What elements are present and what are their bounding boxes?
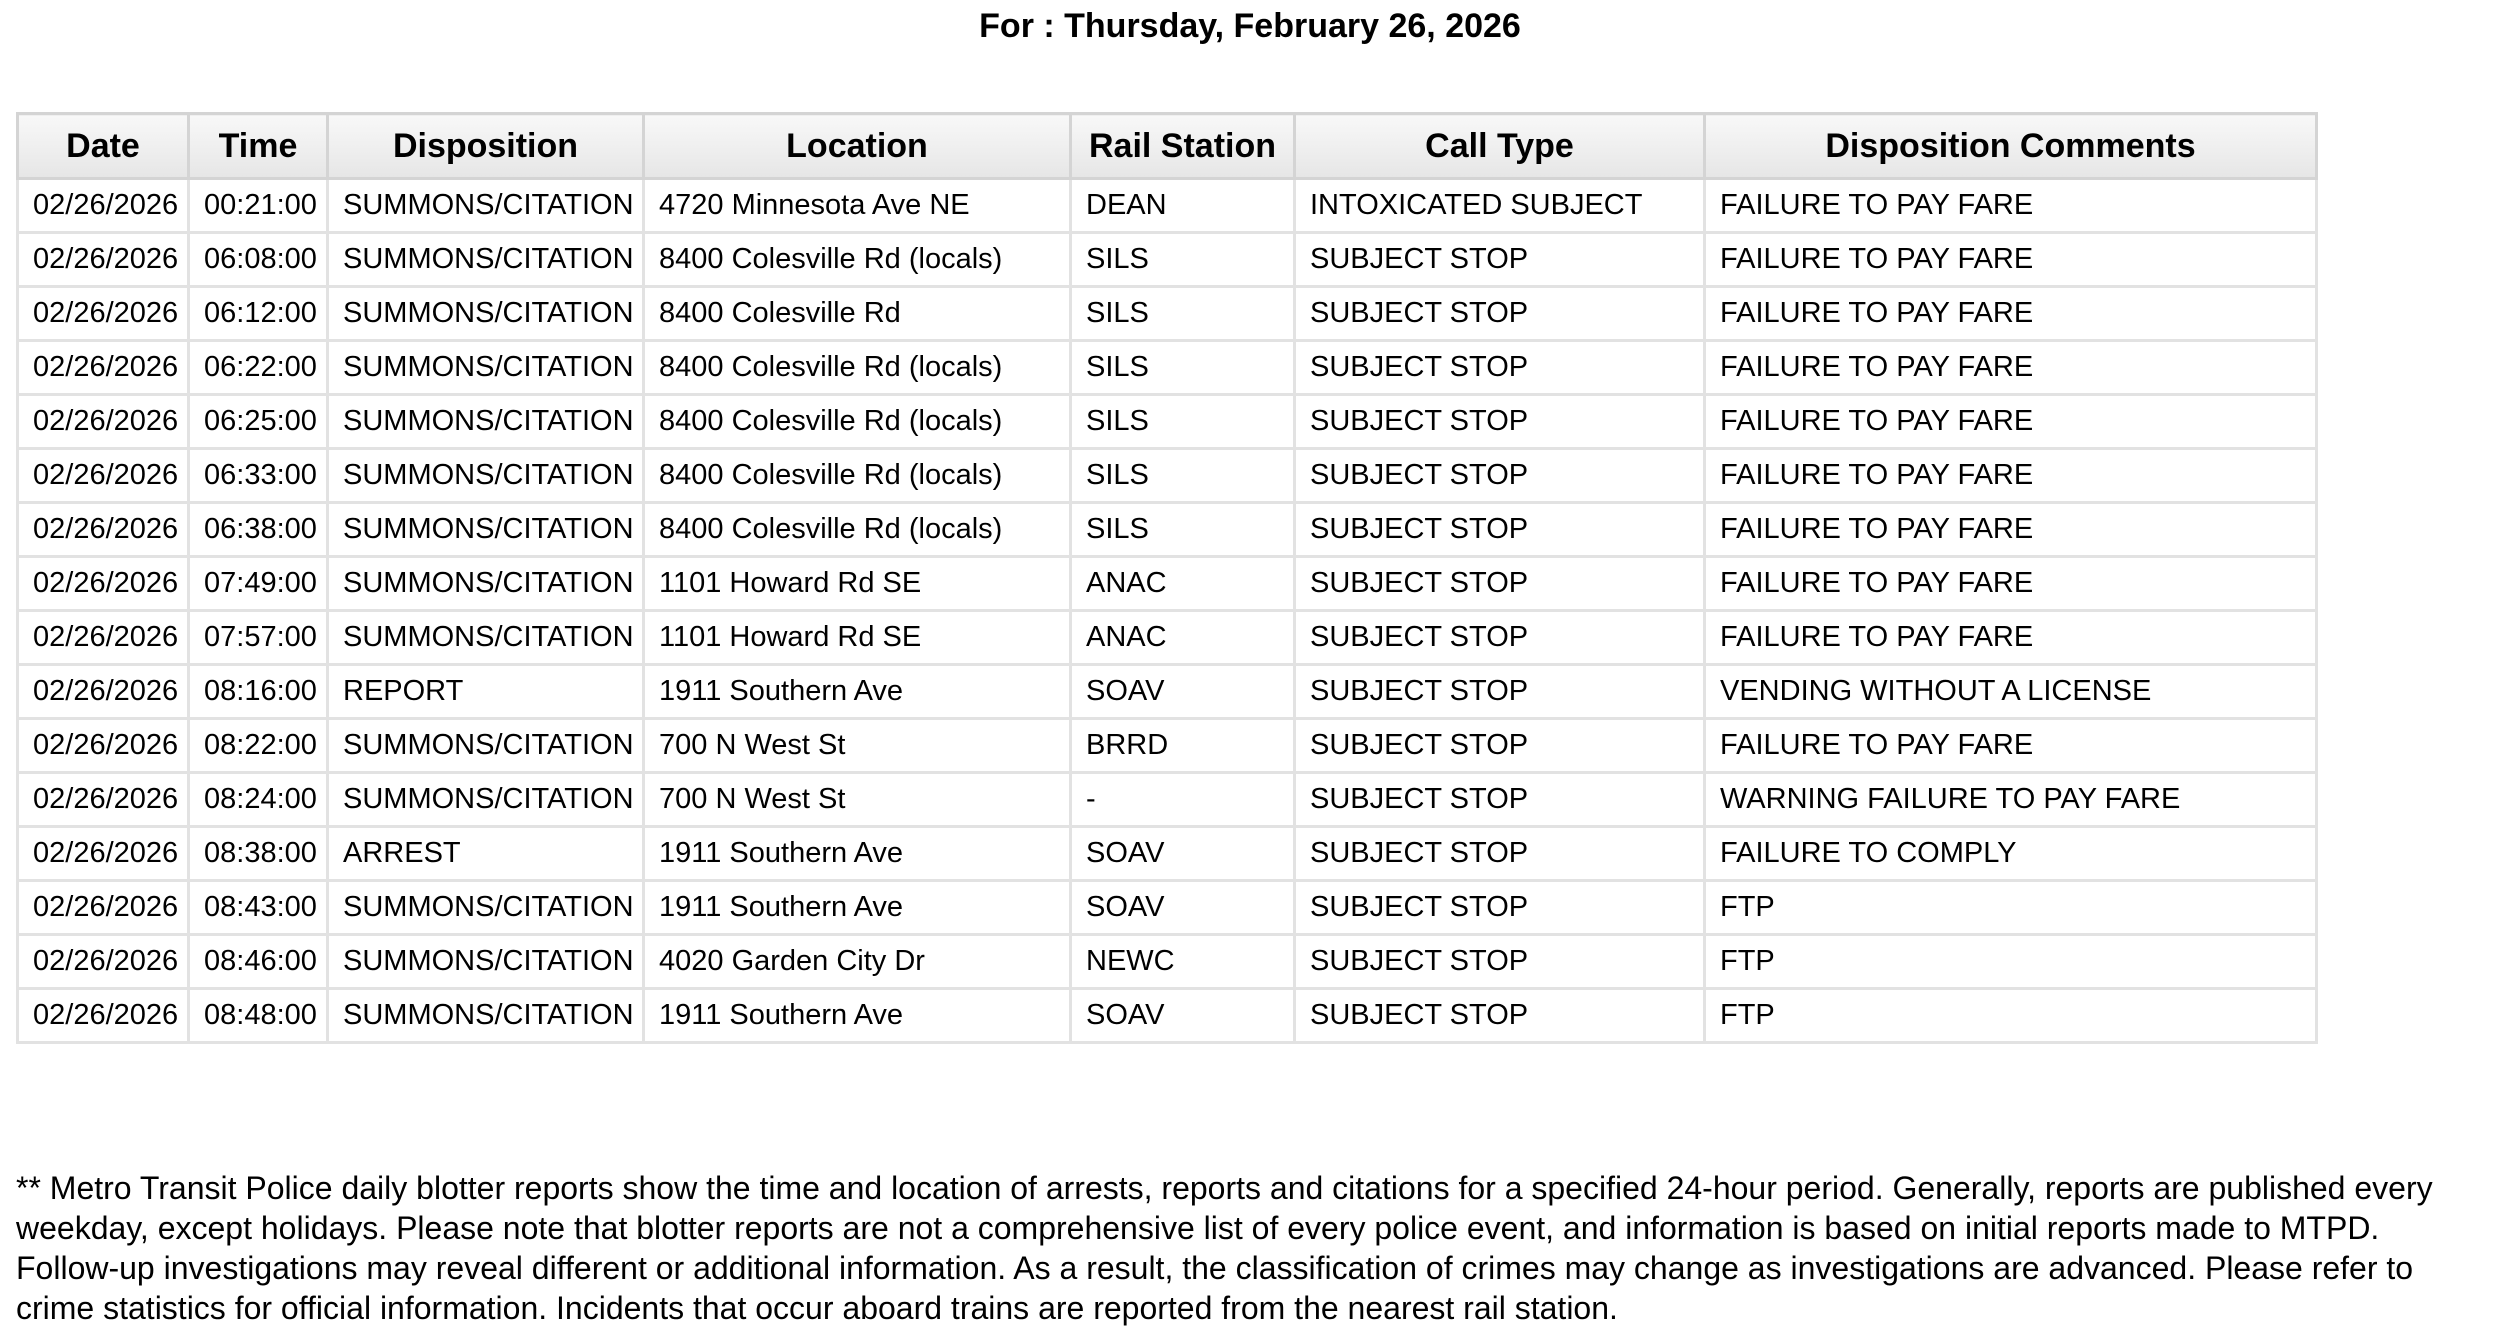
cell-time: 06:08:00	[189, 233, 328, 287]
cell-disposition-comments: FAILURE TO COMPLY	[1705, 827, 2317, 881]
cell-location: 1101 Howard Rd SE	[644, 611, 1071, 665]
cell-disposition-comments: FAILURE TO PAY FARE	[1705, 341, 2317, 395]
cell-time: 07:49:00	[189, 557, 328, 611]
cell-disposition-comments: FAILURE TO PAY FARE	[1705, 233, 2317, 287]
column-header-disposition-comments: Disposition Comments	[1705, 114, 2317, 179]
cell-disposition: REPORT	[328, 665, 644, 719]
cell-time: 08:38:00	[189, 827, 328, 881]
table-row	[18, 935, 2317, 989]
cell-disposition-comments: FTP	[1705, 881, 2317, 935]
cell-disposition-comments: FAILURE TO PAY FARE	[1705, 449, 2317, 503]
cell-rail-station: ANAC	[1071, 611, 1295, 665]
cell-disposition-comments: FTP	[1705, 935, 2317, 989]
cell-disposition-comments: FAILURE TO PAY FARE	[1705, 503, 2317, 557]
cell-location: 8400 Colesville Rd (locals)	[644, 503, 1071, 557]
cell-location: 700 N West St	[644, 773, 1071, 827]
cell-rail-station: SOAV	[1071, 827, 1295, 881]
cell-call-type: SUBJECT STOP	[1295, 719, 1705, 773]
table-row	[18, 881, 2317, 935]
cell-rail-station: SOAV	[1071, 881, 1295, 935]
cell-disposition: SUMMONS/CITATION	[328, 449, 644, 503]
cell-call-type: SUBJECT STOP	[1295, 881, 1705, 935]
cell-location: 1911 Southern Ave	[644, 881, 1071, 935]
table-row	[18, 773, 2317, 827]
table-row	[18, 611, 2317, 665]
cell-call-type: SUBJECT STOP	[1295, 935, 1705, 989]
cell-date: 02/26/2026	[18, 179, 189, 233]
cell-call-type: SUBJECT STOP	[1295, 665, 1705, 719]
cell-disposition: SUMMONS/CITATION	[328, 395, 644, 449]
cell-rail-station: DEAN	[1071, 179, 1295, 233]
cell-disposition: SUMMONS/CITATION	[328, 557, 644, 611]
table-row	[18, 719, 2317, 773]
cell-call-type: INTOXICATED SUBJECT	[1295, 179, 1705, 233]
cell-location: 8400 Colesville Rd (locals)	[644, 233, 1071, 287]
cell-call-type: SUBJECT STOP	[1295, 611, 1705, 665]
cell-time: 08:24:00	[189, 773, 328, 827]
table-row	[18, 341, 2317, 395]
table-row	[18, 395, 2317, 449]
table-header-row	[18, 114, 2317, 179]
table-row	[18, 665, 2317, 719]
cell-time: 00:21:00	[189, 179, 328, 233]
cell-rail-station: SILS	[1071, 503, 1295, 557]
cell-time: 08:16:00	[189, 665, 328, 719]
cell-date: 02/26/2026	[18, 395, 189, 449]
cell-disposition-comments: WARNING FAILURE TO PAY FARE	[1705, 773, 2317, 827]
cell-location: 8400 Colesville Rd	[644, 287, 1071, 341]
column-header-location: Location	[644, 114, 1071, 179]
cell-rail-station: SOAV	[1071, 989, 1295, 1043]
cell-rail-station: SILS	[1071, 395, 1295, 449]
cell-location: 1911 Southern Ave	[644, 989, 1071, 1043]
cell-location: 1911 Southern Ave	[644, 665, 1071, 719]
cell-call-type: SUBJECT STOP	[1295, 989, 1705, 1043]
cell-time: 08:46:00	[189, 935, 328, 989]
cell-disposition-comments: VENDING WITHOUT A LICENSE	[1705, 665, 2317, 719]
cell-rail-station: SILS	[1071, 287, 1295, 341]
table-body	[18, 179, 2317, 1043]
cell-disposition-comments: FAILURE TO PAY FARE	[1705, 287, 2317, 341]
table-row	[18, 989, 2317, 1043]
cell-call-type: SUBJECT STOP	[1295, 827, 1705, 881]
cell-call-type: SUBJECT STOP	[1295, 557, 1705, 611]
cell-date: 02/26/2026	[18, 719, 189, 773]
cell-date: 02/26/2026	[18, 287, 189, 341]
column-header-time: Time	[189, 114, 328, 179]
cell-rail-station: NEWC	[1071, 935, 1295, 989]
cell-disposition: SUMMONS/CITATION	[328, 611, 644, 665]
cell-time: 06:12:00	[189, 287, 328, 341]
cell-date: 02/26/2026	[18, 881, 189, 935]
column-header-rail-station: Rail Station	[1071, 114, 1295, 179]
cell-rail-station: SILS	[1071, 449, 1295, 503]
cell-time: 08:22:00	[189, 719, 328, 773]
cell-rail-station: ANAC	[1071, 557, 1295, 611]
cell-disposition: SUMMONS/CITATION	[328, 773, 644, 827]
table-row	[18, 233, 2317, 287]
cell-date: 02/26/2026	[18, 557, 189, 611]
cell-disposition-comments: FAILURE TO PAY FARE	[1705, 719, 2317, 773]
cell-time: 08:43:00	[189, 881, 328, 935]
cell-call-type: SUBJECT STOP	[1295, 287, 1705, 341]
cell-location: 1911 Southern Ave	[644, 827, 1071, 881]
table-row	[18, 503, 2317, 557]
cell-date: 02/26/2026	[18, 935, 189, 989]
cell-disposition-comments: FAILURE TO PAY FARE	[1705, 557, 2317, 611]
cell-date: 02/26/2026	[18, 611, 189, 665]
table-row	[18, 827, 2317, 881]
cell-disposition: SUMMONS/CITATION	[328, 881, 644, 935]
blotter-table	[16, 112, 2318, 1044]
cell-disposition: ARREST	[328, 827, 644, 881]
cell-disposition: SUMMONS/CITATION	[328, 989, 644, 1043]
cell-date: 02/26/2026	[18, 827, 189, 881]
cell-rail-station: BRRD	[1071, 719, 1295, 773]
cell-date: 02/26/2026	[18, 989, 189, 1043]
cell-location: 8400 Colesville Rd (locals)	[644, 395, 1071, 449]
cell-date: 02/26/2026	[18, 233, 189, 287]
cell-date: 02/26/2026	[18, 773, 189, 827]
cell-rail-station: SOAV	[1071, 665, 1295, 719]
cell-disposition-comments: FTP	[1705, 989, 2317, 1043]
cell-disposition-comments: FAILURE TO PAY FARE	[1705, 611, 2317, 665]
cell-location: 4020 Garden City Dr	[644, 935, 1071, 989]
report-title: For : Thursday, February 26, 2026	[979, 7, 1521, 45]
cell-time: 08:48:00	[189, 989, 328, 1043]
cell-rail-station: -	[1071, 773, 1295, 827]
cell-rail-station: SILS	[1071, 233, 1295, 287]
cell-time: 06:38:00	[189, 503, 328, 557]
cell-call-type: SUBJECT STOP	[1295, 233, 1705, 287]
cell-location: 1101 Howard Rd SE	[644, 557, 1071, 611]
cell-disposition: SUMMONS/CITATION	[328, 341, 644, 395]
cell-time: 06:33:00	[189, 449, 328, 503]
cell-date: 02/26/2026	[18, 665, 189, 719]
cell-location: 8400 Colesville Rd (locals)	[644, 449, 1071, 503]
column-header-disposition: Disposition	[328, 114, 644, 179]
cell-time: 07:57:00	[189, 611, 328, 665]
cell-call-type: SUBJECT STOP	[1295, 395, 1705, 449]
cell-time: 06:25:00	[189, 395, 328, 449]
cell-date: 02/26/2026	[18, 503, 189, 557]
cell-location: 8400 Colesville Rd (locals)	[644, 341, 1071, 395]
cell-disposition-comments: FAILURE TO PAY FARE	[1705, 395, 2317, 449]
cell-call-type: SUBJECT STOP	[1295, 341, 1705, 395]
cell-disposition: SUMMONS/CITATION	[328, 935, 644, 989]
cell-disposition: SUMMONS/CITATION	[328, 233, 644, 287]
column-header-date: Date	[18, 114, 189, 179]
table-row	[18, 287, 2317, 341]
cell-call-type: SUBJECT STOP	[1295, 773, 1705, 827]
cell-disposition: SUMMONS/CITATION	[328, 179, 644, 233]
cell-date: 02/26/2026	[18, 449, 189, 503]
table-row	[18, 449, 2317, 503]
cell-location: 700 N West St	[644, 719, 1071, 773]
table-row	[18, 557, 2317, 611]
cell-call-type: SUBJECT STOP	[1295, 503, 1705, 557]
cell-call-type: SUBJECT STOP	[1295, 449, 1705, 503]
cell-disposition: SUMMONS/CITATION	[328, 719, 644, 773]
disclaimer-note: ** Metro Transit Police daily blotter reports show the time and location of arrests, reports and citations for a specified 24-hour period. Generally, reports are published every weekday, except holidays. Please note that blotter reports are not a comprehensive list of every police event, and information is based on initial reports made to MTPD. Follow-up investigations may reveal different or additional information. As a result, the classification of crimes may change as investigations are advanced. Please refer to crime statistics for official information. Incidents that occur aboard trains are reported from the nearest rail station.	[16, 1170, 2433, 1326]
table-row	[18, 179, 2317, 233]
cell-disposition-comments: FAILURE TO PAY FARE	[1705, 179, 2317, 233]
column-header-call-type: Call Type	[1295, 114, 1705, 179]
cell-date: 02/26/2026	[18, 341, 189, 395]
cell-location: 4720 Minnesota Ave NE	[644, 179, 1071, 233]
cell-disposition: SUMMONS/CITATION	[328, 287, 644, 341]
cell-rail-station: SILS	[1071, 341, 1295, 395]
cell-disposition: SUMMONS/CITATION	[328, 503, 644, 557]
cell-time: 06:22:00	[189, 341, 328, 395]
